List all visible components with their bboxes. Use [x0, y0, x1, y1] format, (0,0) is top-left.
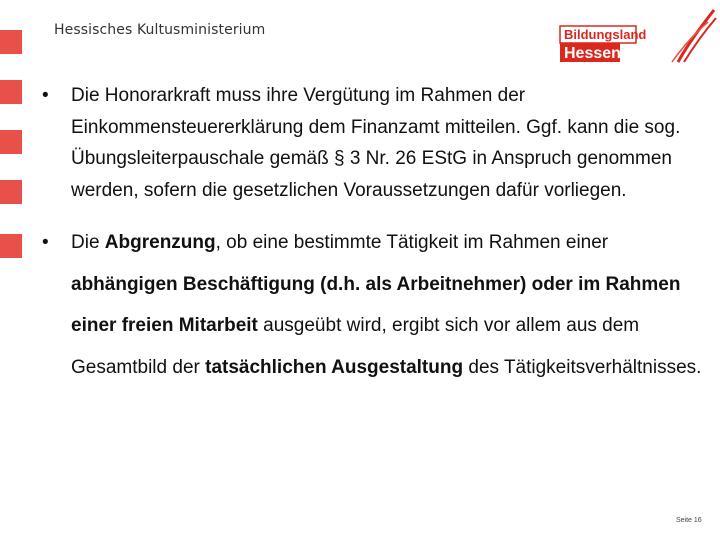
bildungsland-hessen-logo [558, 6, 718, 66]
side-mark-3 [0, 130, 22, 154]
side-mark-2 [0, 80, 22, 104]
bullet-marker: • [42, 232, 49, 253]
ministry-name: Hessisches Kultusministerium [54, 22, 266, 38]
bullet-2-bold-3: tatsächlichen Ausgestaltung [205, 356, 464, 378]
svg-text:Bildungsland: Bildungsland [564, 27, 647, 42]
bullet-item-2 [42, 222, 710, 388]
bullet-list [42, 80, 710, 388]
bullet-marker: • [42, 85, 49, 106]
bullet-1-text: Die Honorarkraft muss ihre Vergütung im Rahmen der Einkommensteuererklärung dem Finanzamt mitteilen. Ggf. kann die sog. Übungsleiterpauschale gemäß § 3 Nr. 26 EStG in Anspruch genommen werden, sofern die gesetzlichen Voraussetzungen dafür vorliegen. [71, 85, 681, 201]
page-number: Seite 16 [676, 517, 702, 524]
bullet-2-text-4: des Tätigkeitsverhältnisses. [463, 356, 702, 378]
side-mark-1 [0, 30, 22, 54]
bullet-item-1 [42, 80, 710, 206]
svg-text:Hessen: Hessen [564, 45, 621, 62]
bullet-2-text-1: Die [71, 232, 105, 253]
bullet-2-bold-2: abhängigen Beschäftigung (d.h. als Arbeitnehmer) oder im Rahmen einer freien Mitarbeit [71, 273, 681, 336]
bullet-2-text-3: ausgeübt wird, ergibt sich vor allem aus dem Gesamtbild der [71, 315, 640, 378]
bullet-2-text-2: , ob eine bestimmte Tätigkeit im Rahmen einer [215, 232, 609, 253]
bullet-2-bold-1: Abgrenzung [104, 232, 216, 253]
side-mark-4 [0, 180, 22, 204]
side-mark-5 [0, 234, 22, 258]
